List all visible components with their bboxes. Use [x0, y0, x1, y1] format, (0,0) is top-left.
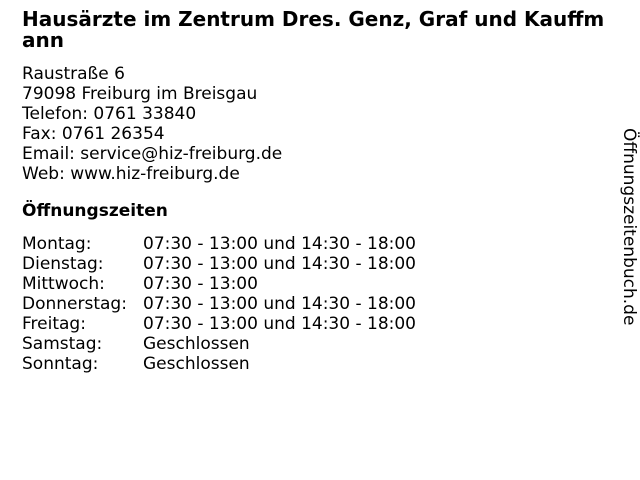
hours-row-wednesday — [22, 274, 640, 294]
email-line: Email: service@hiz-freiburg.de — [22, 144, 283, 164]
site-watermark: Öffnungszeitenbuch.de — [619, 128, 639, 326]
time-value: 07:30 - 13:00 und 14:30 - 18:00 — [143, 254, 416, 274]
day-label: Dienstag: — [22, 254, 104, 274]
fax-line: Fax: 0761 26354 — [22, 124, 165, 144]
time-value: Geschlossen — [143, 334, 250, 354]
day-label: Sonntag: — [22, 354, 99, 374]
time-value: Geschlossen — [143, 354, 250, 374]
time-value: 07:30 - 13:00 und 14:30 - 18:00 — [143, 314, 416, 334]
time-value: 07:30 - 13:00 — [143, 274, 258, 294]
hours-row-thursday — [22, 294, 640, 314]
day-label: Samstag: — [22, 334, 103, 354]
hours-row-monday — [22, 234, 640, 254]
day-label: Montag: — [22, 234, 92, 254]
page-title: Hausärzte im Zentrum Dres. Genz, Graf und Kauffmann — [22, 7, 605, 52]
hours-row-friday — [22, 314, 640, 334]
hours-row-saturday — [22, 334, 640, 354]
time-value: 07:30 - 13:00 und 14:30 - 18:00 — [143, 294, 416, 314]
contact-block — [22, 64, 640, 184]
opening-hours-table — [22, 234, 640, 374]
address-city: 79098 Freiburg im Breisgau — [22, 84, 258, 104]
time-value: 07:30 - 13:00 und 14:30 - 18:00 — [143, 234, 416, 254]
day-label: Mittwoch: — [22, 274, 105, 294]
day-label: Donnerstag: — [22, 294, 127, 314]
day-label: Freitag: — [22, 314, 86, 334]
address-street: Raustraße 6 — [22, 64, 125, 84]
phone-line: Telefon: 0761 33840 — [22, 104, 197, 124]
web-line: Web: www.hiz-freiburg.de — [22, 164, 240, 184]
hours-row-tuesday — [22, 254, 640, 274]
opening-hours-heading: Öffnungszeiten — [22, 201, 168, 221]
hours-row-sunday — [22, 354, 640, 374]
